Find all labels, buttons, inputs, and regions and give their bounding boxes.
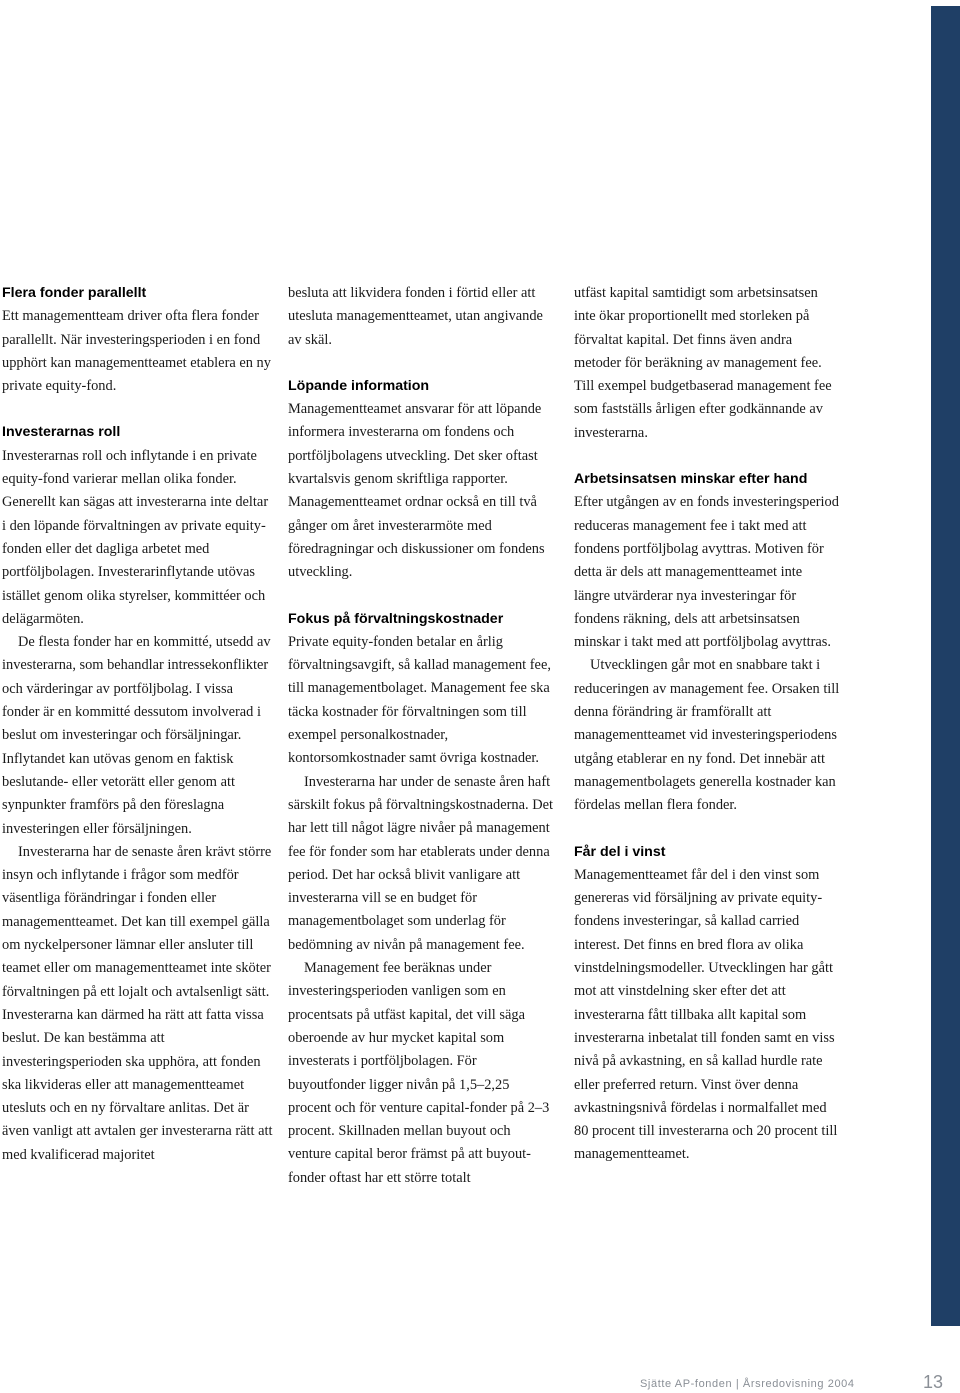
paragraph: Managementteamet ansvarar för att löpande informera investerarna om fondens och portföljbolagens utveckling. Det sker oftast kvartalsvis genom skriftliga rapporter. Managementteamet ordnar också en till två gånger om året investerarmöte med föredragningar och diskussioner om fondens utveckling. bbox=[288, 401, 545, 581]
paragraph: besluta att likvidera fonden i förtid eller att utesluta managementteamet, utan angivande av skäl. bbox=[288, 285, 543, 348]
paragraph: Utvecklingen går mot en snabbare takt i reduceringen av management fee. Orsaken till denna förändring är framförallt att managementteamet vid investeringsperiodens utgång etablerar en ny fond. Det innebär att managementbolagets generella kostnader kan fördelas mellan flera fonder. bbox=[574, 657, 840, 814]
paragraph: Management fee beräknas under investeringsperioden vanligen som en procentsats på utfäst kapital, det vill säga oberoende av hur mycket kapital som investerats i portföljbolagen. För buyoutfonder ligger nivån på 1,5–2,25 procent och för venture capital-fonder på 2–3 procent. Skillnaden mellan buyout och venture capital beror främst på att buyout-fonder oftast har ett större totalt bbox=[288, 960, 550, 1186]
paragraph: utfäst kapital samtidigt som arbetsinsatsen inte ökar proportionellt med storleken på förvaltat kapital. Det finns även andra metoder för beräkning av management fee. Till exempel budgetbaserad management fee som fastställs årligen efter godkännande av investerarna. bbox=[574, 285, 832, 441]
side-color-band bbox=[931, 6, 960, 1326]
heading-fokus-forvaltningskostnader: Fokus på förvaltningskostnader bbox=[288, 610, 504, 627]
paragraph: De flesta fonder har en kommitté, utsedd av investerarna, som behandlar intressekonflikter och värderingar av portföljbolag. I vissa fonder är en kommitté dessutom involverad i beslut om investeringar och försäljningar. Inflytandet kan utövas genom en faktisk beslutande- eller vetorätt eller genom att synpunkter framförs på den föreslagna investeringen eller försäljningen. bbox=[2, 634, 271, 837]
heading-investerarnas-roll: Investerarnas roll bbox=[2, 424, 121, 441]
text-column-2 bbox=[288, 282, 554, 1190]
paragraph: Ett managementteam driver ofta flera fonder parallellt. När investeringsperioden i en fond upphört kan managementteamet etablera en ny private equity-fond. bbox=[2, 308, 271, 395]
footer-text: Sjätte AP-fonden | Årsredovisning 2004 bbox=[640, 1378, 855, 1390]
heading-far-del-i-vinst: Får del i vinst bbox=[574, 843, 666, 860]
paragraph: Efter utgången av en fonds investeringsperiod reduceras management fee i takt med att fondens portföljbolag avyttras. Motiven för detta är dels att managementteamet inte längre utvärderar nya investeringar för fondens räkning, dels att arbetsinsatsen minskar i takt med att portföljbolag avyttras. bbox=[574, 494, 839, 651]
heading-arbetsinsatsen: Arbetsinsatsen minskar efter hand bbox=[574, 471, 808, 488]
paragraph: Investerarna har de senaste åren krävt större insyn och inflytande i frågor som medför väsentliga förändringar i fonden eller managementteamet. Det kan till exempel gälla om nyckelpersoner lämnar eller ansluter till teamet eller om managementteamet inte sköter förvaltningen på ett lojalt och avtalsenligt sätt. Investerarna kan därmed ha rätt att fatta vissa beslut. De kan bestämma att investeringsperioden ska upphöra, att fonden ska likvideras eller att managementteamet utesluts och en ny förvaltare anlitas. Det är även vanligt att avtalen ger investerarna rätt att med kvalificerad majoritet bbox=[2, 843, 273, 1163]
page-number: 13 bbox=[923, 1372, 944, 1392]
paragraph: Investerarnas roll och inflytande i en private equity-fond varierar mellan olika fonder. Generellt kan sägas att investerarna inte deltar i den löpande förvaltningen av private equity-fonden eller det dagliga arbetet med portföljbolagen. Investerarinflytande utövas istället genom olika styrelser, kommittéer och delägarmöten. bbox=[2, 447, 269, 627]
text-column-1 bbox=[2, 282, 274, 1167]
heading-lopande-information: Löpande information bbox=[288, 377, 430, 394]
text-column-3 bbox=[574, 282, 840, 1167]
paragraph: Private equity-fonden betalar en årlig förvaltningsavgift, så kallad management fee, till managementbolaget. Management fee ska täcka kostnader för förvaltningen som till exempel personalkostnader, kontorsomkostnader samt övriga kostnader. bbox=[288, 633, 551, 767]
paragraph: Managementteamet får del i den vinst som genereras vid försäljning av private equity-fondens investeringar, så kallad carried interest. Det finns en bred flora av olika vinstdelningsmodeller. Utvecklingen har gått mot att vinstdelning sker efter det att investerarna fått tillbaka allt kapital som investerarna inbetalat till fonden samt en viss nivå på avkastning, en så kallad hurdle rate eller preferred return. Vinst över denna avkastningsnivå fördelas i normalfallet med 80 procent till investerarna och 20 procent till managementteamet. bbox=[574, 866, 838, 1163]
paragraph: Investerarna har under de senaste åren haft särskilt fokus på förvaltningskostnaderna. Det har lett till något lägre nivåer på management fee för fonder som har etablerats under denna period. Det har också blivit vanligare att investerarna vill se en budget för managementbolaget som underlag för bedömning av nivån på management fee. bbox=[288, 773, 553, 953]
heading-flera-fonder: Flera fonder parallellt bbox=[2, 285, 147, 301]
